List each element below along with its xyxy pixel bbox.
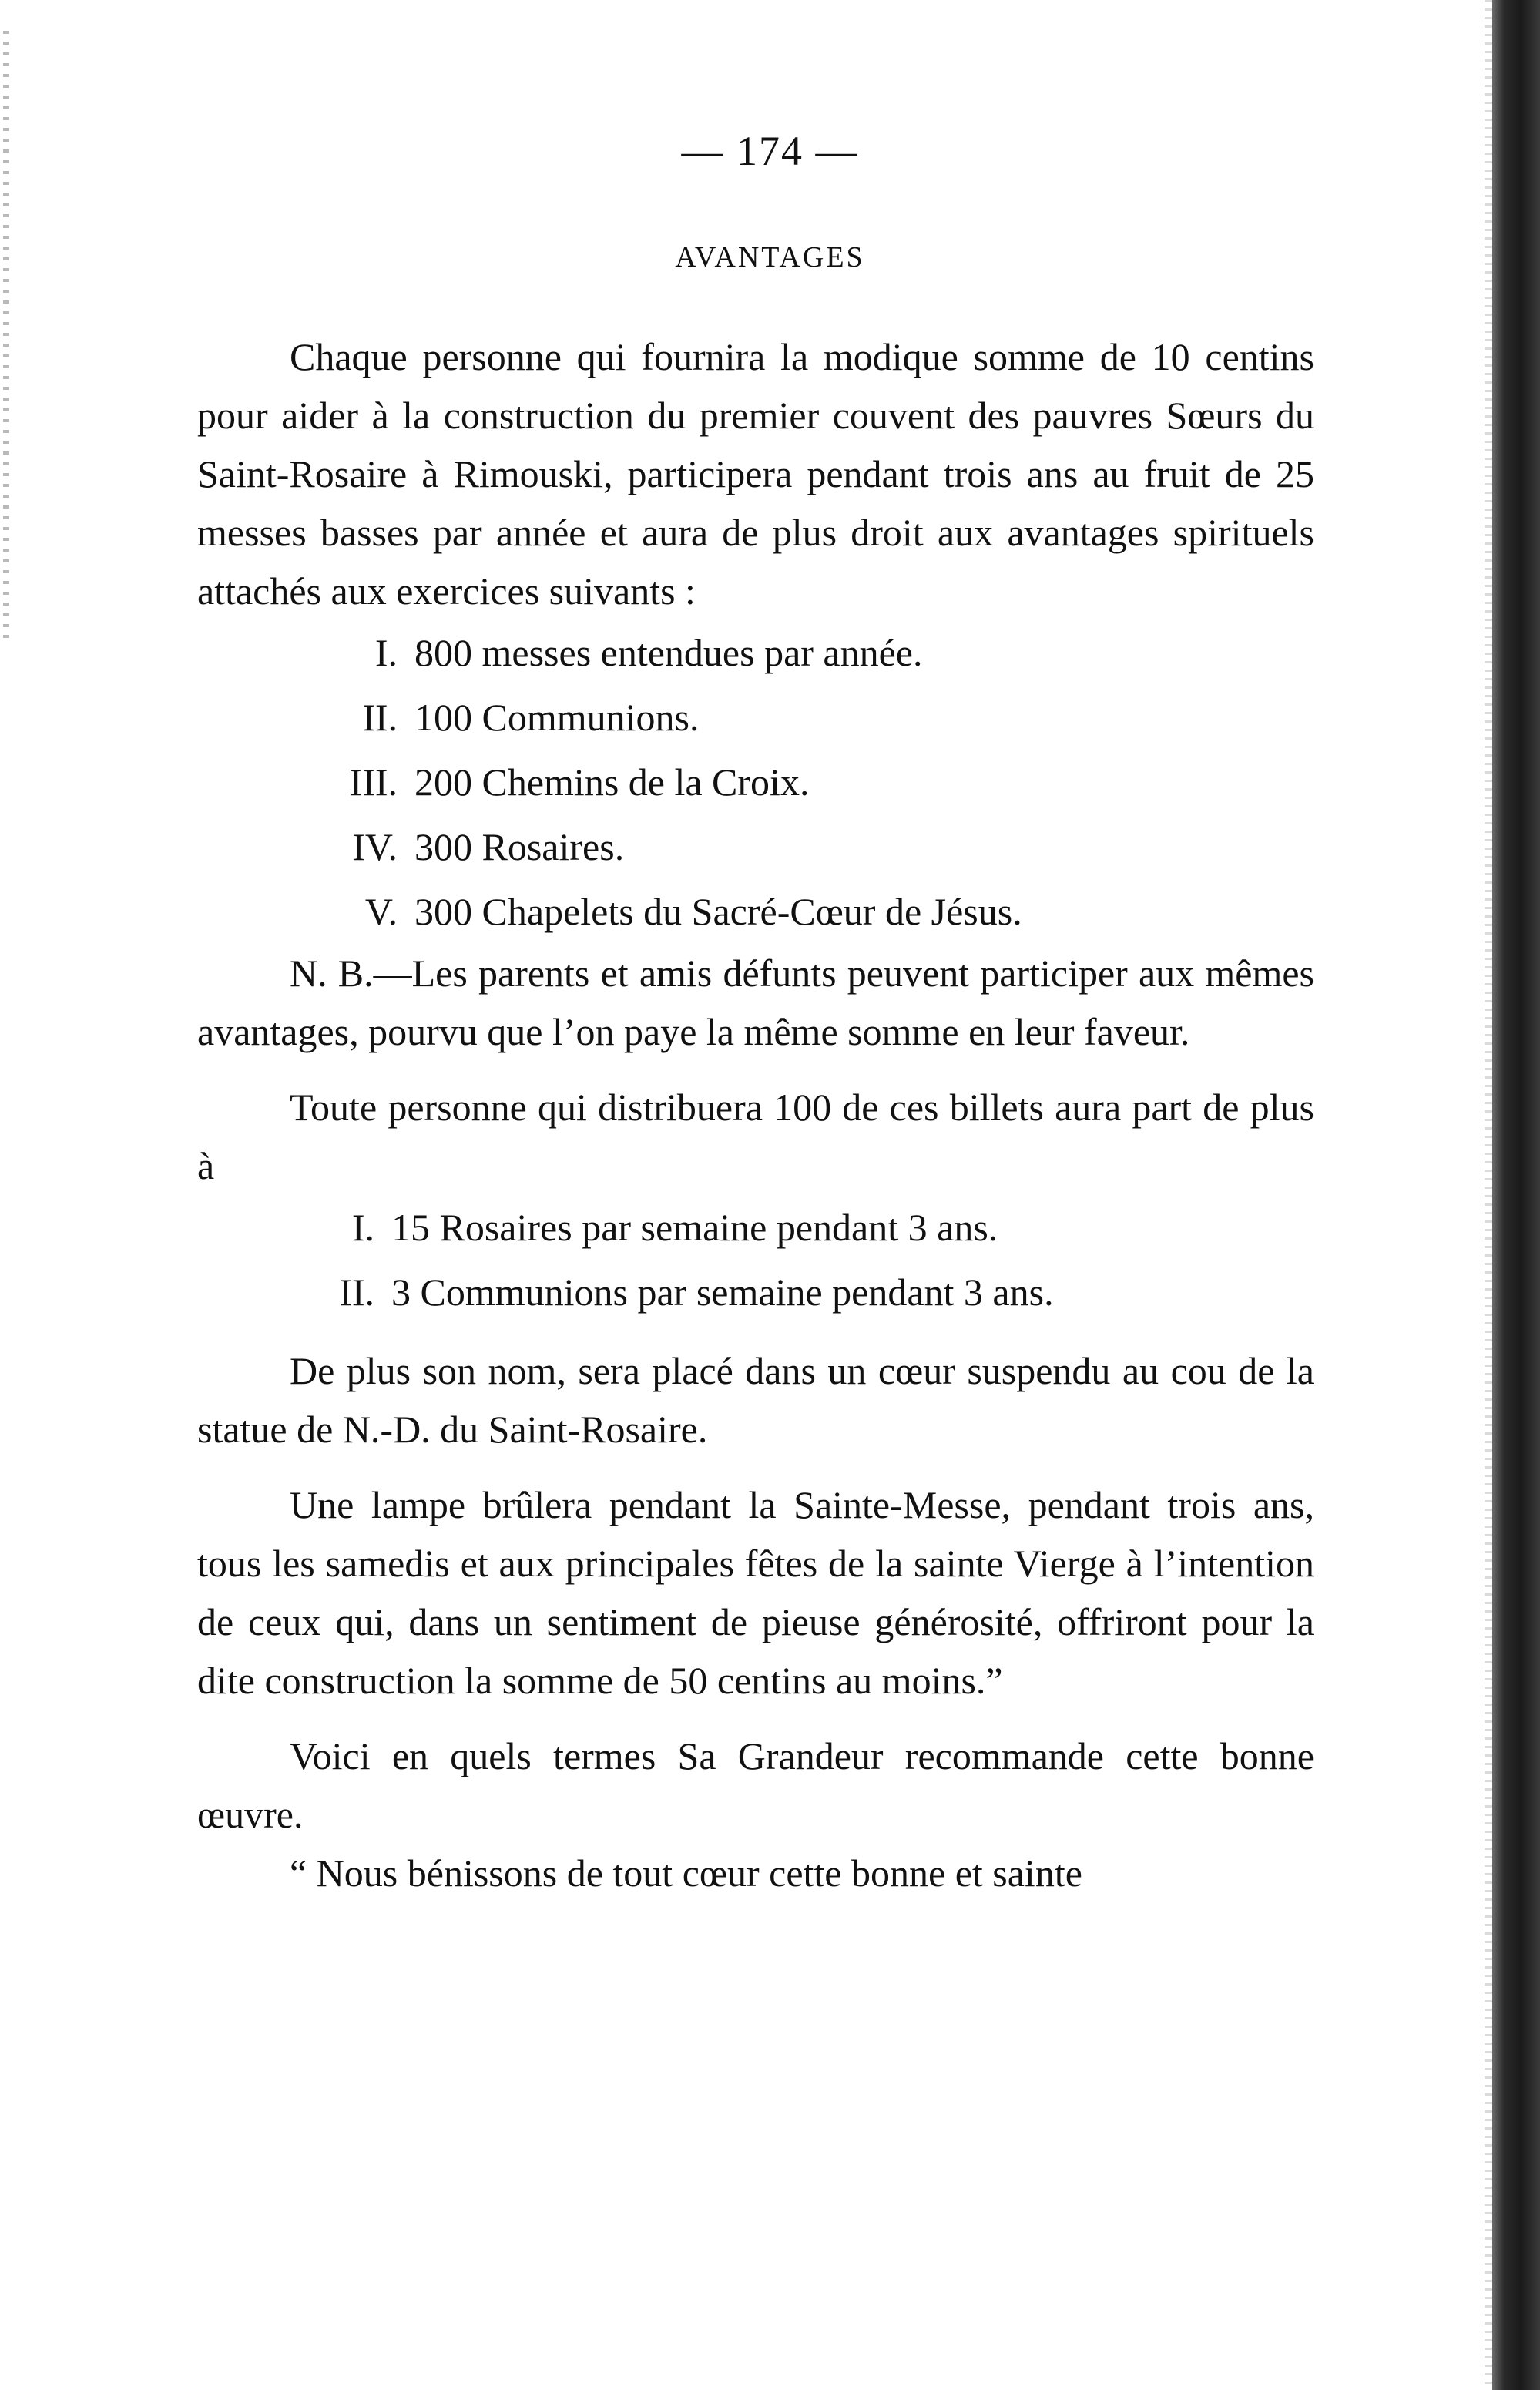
- list-item: [197, 879, 1314, 944]
- body-text: [197, 327, 1314, 1902]
- list-item: [197, 1195, 1314, 1260]
- list-text: 300 Rosaires.: [414, 825, 625, 868]
- list-text: 100 Communions.: [414, 696, 700, 739]
- list-text: 300 Chapelets du Sacré-Cœur de Jésus.: [414, 890, 1022, 933]
- list-item: [197, 1260, 1314, 1324]
- list-text: 800 messes entendues par année.: [414, 631, 923, 674]
- list-item: [197, 620, 1314, 685]
- list-numeral: III.: [349, 760, 398, 804]
- list-numeral: V.: [364, 890, 398, 933]
- paragraph-lamp: Une lampe brûlera pendant la Sainte-Messe, pendant trois ans, tous les samedis et aux principales fêtes de la sainte Vierge à l’intention de ceux qui, dans un sentiment de pieuse générosité, offriront pour la dite construction la somme de 50 centins au moins.”: [197, 1483, 1314, 1702]
- list-text: 15 Rosaires par semaine pendant 3 ans.: [391, 1206, 998, 1249]
- paragraph-intro: Chaque personne qui fournira la modique somme de 10 centins pour aider à la construction du premier couvent des pauvres Sœurs du Saint-Rosaire à Rimouski, participera pendant trois ans au fruit de 25 messes basses par année et aura de plus droit aux avantages spirituels attachés aux exercices suivants :: [197, 335, 1314, 613]
- list-numeral: II.: [362, 696, 398, 739]
- paragraph-name-placed: De plus son nom, sera placé dans un cœur suspendu au cou de la statue de N.-D. du Saint-Rosaire.: [197, 1349, 1314, 1451]
- list-text: 3 Communions par semaine pendant 3 ans.: [391, 1271, 1054, 1314]
- exercise-list: [197, 620, 1314, 944]
- distributor-list: [197, 1195, 1314, 1324]
- list-numeral: I.: [374, 631, 398, 674]
- list-numeral: IV.: [352, 825, 398, 868]
- paragraph-recommendation: Voici en quels termes Sa Grandeur recommande cette bonne œuvre.: [197, 1734, 1314, 1836]
- list-item: [197, 750, 1314, 814]
- list-numeral: II.: [339, 1271, 374, 1314]
- list-text: 200 Chemins de la Croix.: [414, 760, 810, 804]
- list-item: [197, 814, 1314, 879]
- list-item: [197, 685, 1314, 750]
- list-numeral: I.: [351, 1206, 374, 1249]
- binding-speckle: [1485, 0, 1492, 2390]
- left-edge-marks: [3, 31, 9, 639]
- section-heading: AVANTAGES: [675, 241, 865, 274]
- paragraph-quote: “ Nous bénissons de tout cœur cette bonne et sainte: [290, 1851, 1082, 1895]
- paragraph-distribution: Toute personne qui distribuera 100 de ces billets aura part de plus à: [197, 1086, 1314, 1187]
- page-number: — 174 —: [681, 128, 859, 174]
- book-binding-strip: [1492, 0, 1540, 2390]
- paragraph-nota-bene: N. B.—Les parents et amis défunts peuvent participer aux mêmes avantages, pourvu que l’on paye la même somme en leur faveur.: [197, 952, 1314, 1053]
